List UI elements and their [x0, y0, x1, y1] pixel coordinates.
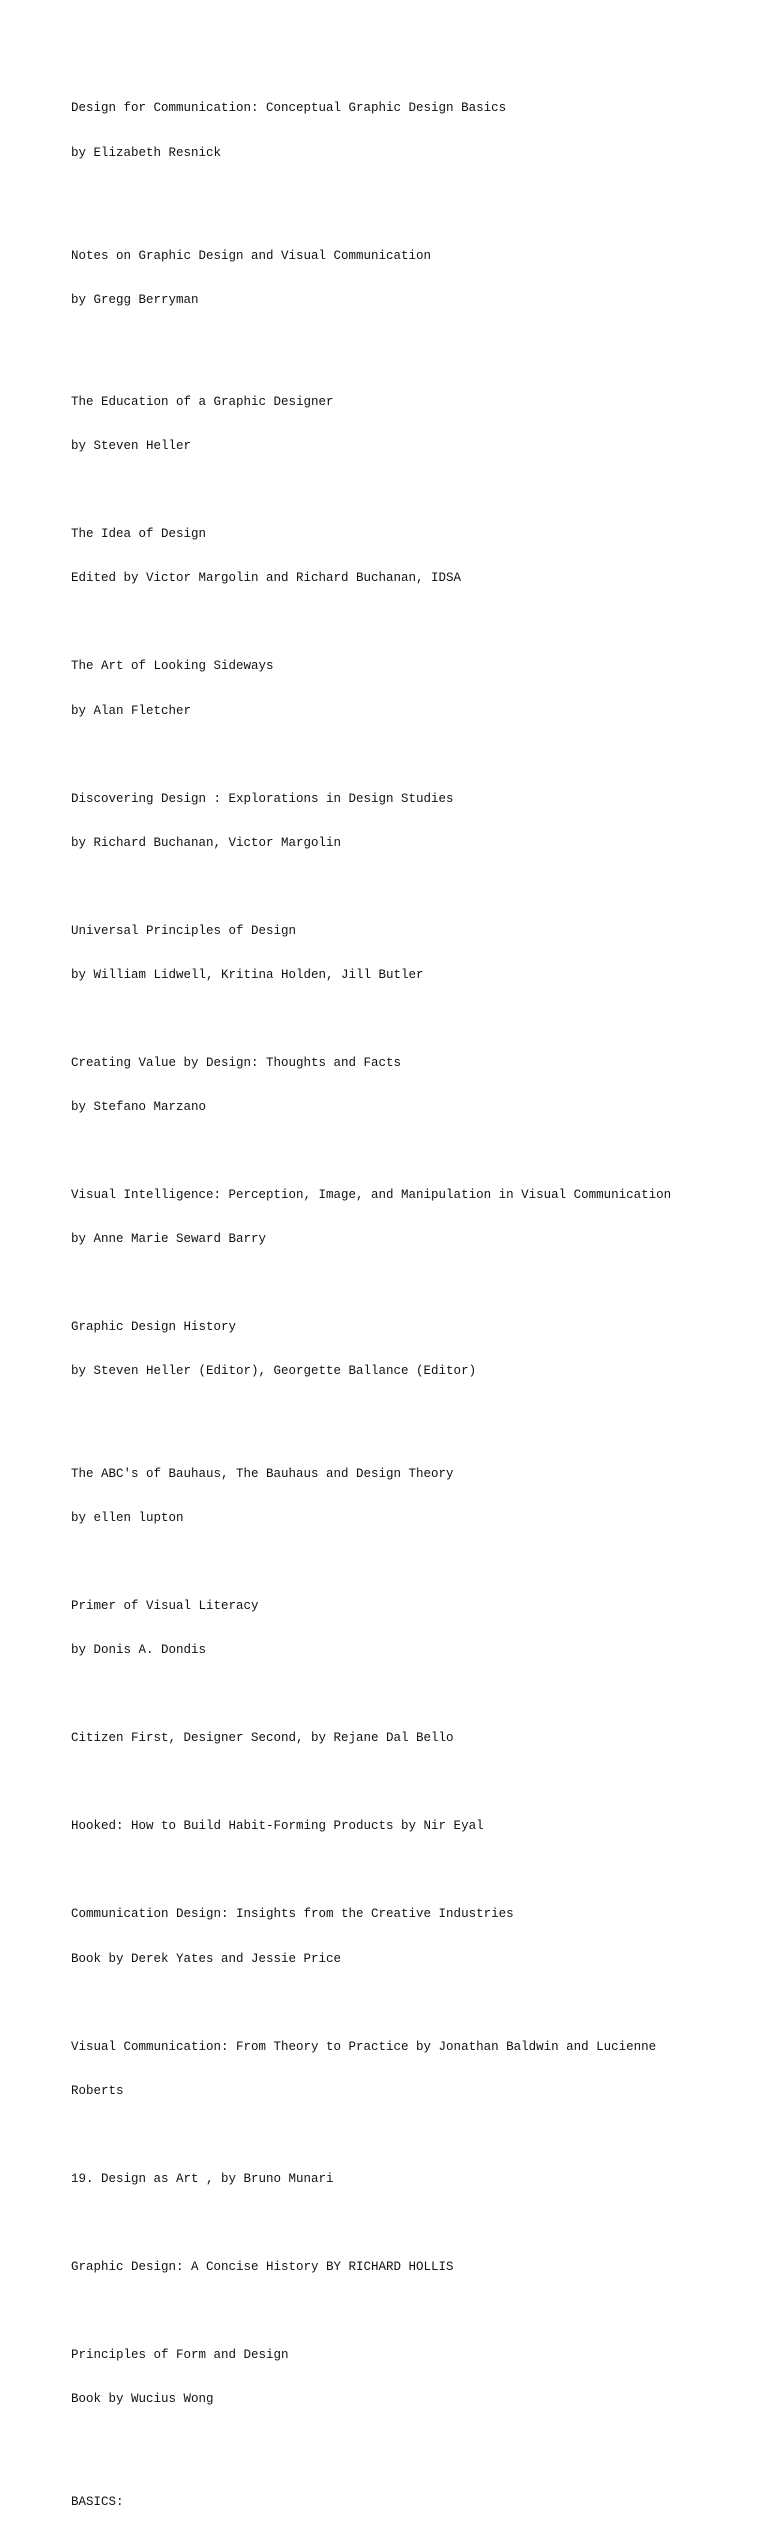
- list-item: [71, 219, 711, 337]
- list-item: [71, 366, 711, 484]
- book-title: Citizen First, Designer Second, by Rejane Dal Bello: [71, 1731, 454, 1746]
- book-author: by Steven Heller: [71, 439, 192, 454]
- book-author: Book by Derek Yates and Jessie Price: [71, 1951, 342, 1966]
- list-item: [71, 1026, 711, 1144]
- book-author: by Anne Marie Seward Barry: [71, 1232, 267, 1247]
- book-title: 19. Design as Art , by Bruno Munari: [71, 2171, 334, 2186]
- book-title: Notes on Graphic Design and Visual Communication: [71, 248, 432, 263]
- book-author: by ellen lupton: [71, 1511, 184, 1526]
- list-item: [71, 498, 711, 616]
- book-author: Book by Wucius Wong: [71, 2391, 214, 2406]
- book-title: Communication Design: Insights from the Creative Industries: [71, 1907, 514, 1922]
- book-title: Visual Communication: From Theory to Practice by Jonathan Baldwin and Lucienne: [71, 2039, 657, 2054]
- section-heading-text: BASICS:: [71, 2494, 124, 2509]
- book-author: by Elizabeth Resnick: [71, 145, 222, 160]
- list-item: [71, 2230, 711, 2304]
- book-title: Creating Value by Design: Thoughts and Facts: [71, 1055, 402, 1070]
- list-item: [71, 762, 711, 880]
- book-title: Visual Intelligence: Perception, Image, and Manipulation in Visual Communication: [71, 1187, 672, 1202]
- book-title: Graphic Design: A Concise History BY RICHARD HOLLIS: [71, 2259, 454, 2274]
- book-author: by Donis A. Dondis: [71, 1643, 207, 1658]
- section-heading: [71, 2465, 711, 2539]
- list-item: [71, 894, 711, 1012]
- book-title: Discovering Design : Explorations in Design Studies: [71, 791, 454, 806]
- list-item: [71, 1790, 711, 1864]
- book-title: The Art of Looking Sideways: [71, 659, 274, 674]
- book-title: The ABC's of Bauhaus, The Bauhaus and Design Theory: [71, 1467, 454, 1482]
- book-title: The Idea of Design: [71, 527, 207, 542]
- list-item: [71, 1159, 711, 1277]
- book-title: Primer of Visual Literacy: [71, 1599, 259, 1614]
- book-title: The Education of a Graphic Designer: [71, 395, 334, 410]
- list-item: [71, 1438, 711, 1556]
- book-author: by Stefano Marzano: [71, 1099, 207, 1114]
- list-item: [71, 72, 711, 190]
- book-author: by Steven Heller (Editor), Georgette Ballance (Editor): [71, 1364, 477, 1379]
- book-title: Universal Principles of Design: [71, 923, 297, 938]
- document-page: [71, 72, 711, 2539]
- list-item: [71, 1570, 711, 1688]
- book-author: by Alan Fletcher: [71, 703, 192, 718]
- list-item: [71, 2142, 711, 2216]
- list-item: [71, 1702, 711, 1776]
- book-title: Principles of Form and Design: [71, 2347, 289, 2362]
- book-title: Graphic Design History: [71, 1320, 237, 1335]
- book-title: Design for Communication: Conceptual Graphic Design Basics: [71, 101, 507, 116]
- list-item: [71, 1291, 711, 1409]
- list-item: [71, 2318, 711, 2436]
- book-author: Edited by Victor Margolin and Richard Buchanan, IDSA: [71, 571, 462, 586]
- list-item: [71, 2010, 711, 2128]
- list-item: [71, 1878, 711, 1996]
- book-title-continued: Roberts: [71, 2083, 124, 2098]
- book-author: by William Lidwell, Kritina Holden, Jill Butler: [71, 967, 424, 982]
- book-author: by Gregg Berryman: [71, 292, 199, 307]
- book-title: Hooked: How to Build Habit-Forming Products by Nir Eyal: [71, 1819, 484, 1834]
- list-item: [71, 630, 711, 748]
- book-author: by Richard Buchanan, Victor Margolin: [71, 835, 342, 850]
